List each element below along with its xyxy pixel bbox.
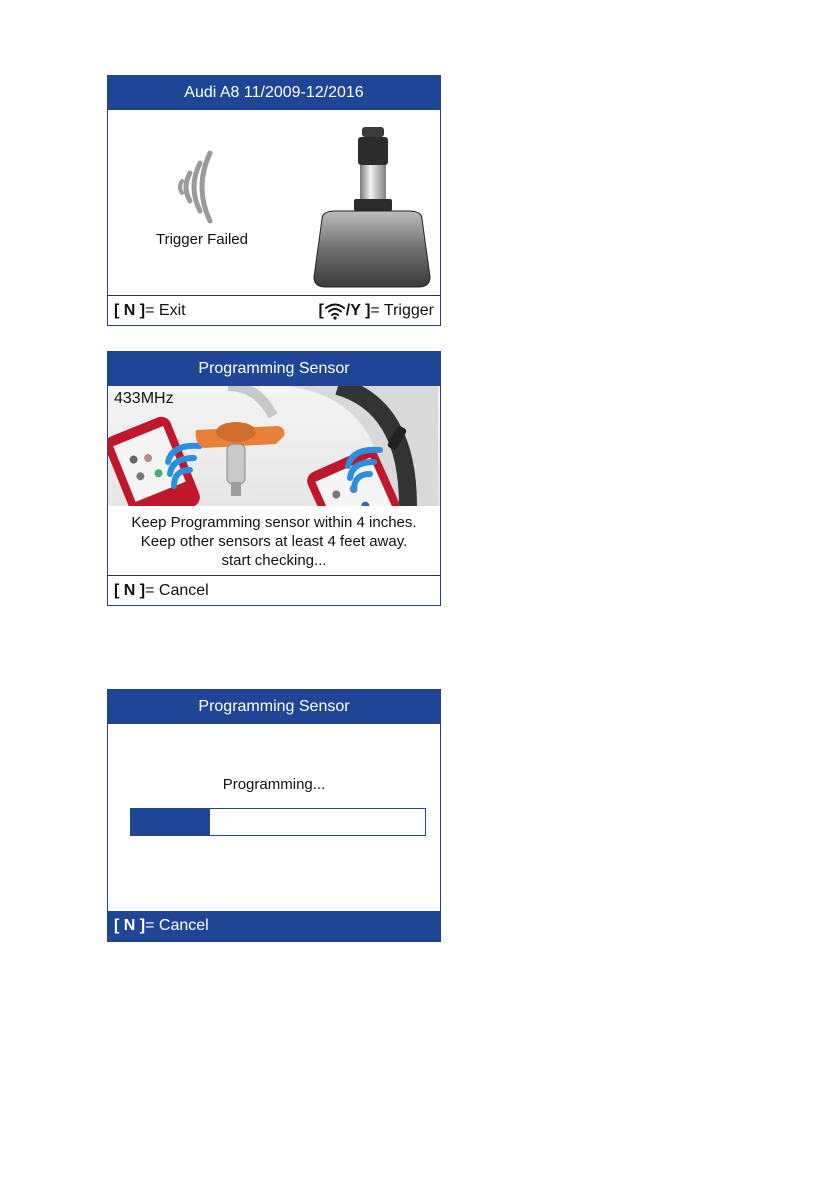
frequency-label: 433MHz (114, 390, 174, 407)
programming-instructions-screen (107, 351, 441, 606)
screen-title-bar (108, 76, 440, 110)
screen-title-bar (108, 352, 440, 386)
exit-key: [ N ] (114, 301, 146, 319)
progress-bar (130, 808, 426, 836)
progress-fill (131, 809, 210, 835)
instructions-text (108, 506, 440, 570)
instructions-footer (108, 575, 440, 605)
cancel-key: [ N ] (114, 917, 146, 934)
trigger-body (108, 110, 440, 296)
trigger-bracket: [ (318, 301, 324, 319)
trigger-label: = Trigger (370, 301, 434, 319)
programming-illustration (108, 386, 440, 506)
trigger-screen (107, 75, 441, 326)
instruction-line: start checking... (221, 552, 327, 569)
cancel-label: = Cancel (145, 917, 209, 934)
trigger-status: Trigger Failed (156, 231, 248, 248)
programming-status: Programming... (222, 776, 326, 793)
screen-title-bar (108, 690, 440, 724)
trigger-hint[interactable] (318, 302, 434, 320)
screen-title: Programming Sensor (198, 360, 350, 377)
instruction-line: Keep Programming sensor within 4 inches. (131, 514, 417, 531)
programming-progress-screen (107, 689, 441, 942)
exit-hint[interactable] (114, 302, 186, 320)
trigger-footer (108, 295, 440, 325)
tpms-sensor-image (306, 127, 436, 291)
exit-label: = Exit (145, 301, 186, 319)
cancel-hint[interactable] (114, 582, 209, 600)
cancel-hint[interactable] (114, 917, 209, 935)
cancel-key: [ N ] (114, 581, 146, 599)
trigger-key: /Y ] (345, 301, 371, 319)
wifi-icon (324, 302, 346, 320)
screen-title: Programming Sensor (198, 698, 350, 715)
progress-footer (108, 911, 440, 941)
instruction-line: Keep other sensors at least 4 feet away. (140, 533, 408, 550)
cancel-label: = Cancel (145, 581, 209, 599)
signal-icon (172, 147, 242, 227)
vehicle-title: Audi A8 11/2009-12/2016 (184, 84, 364, 101)
